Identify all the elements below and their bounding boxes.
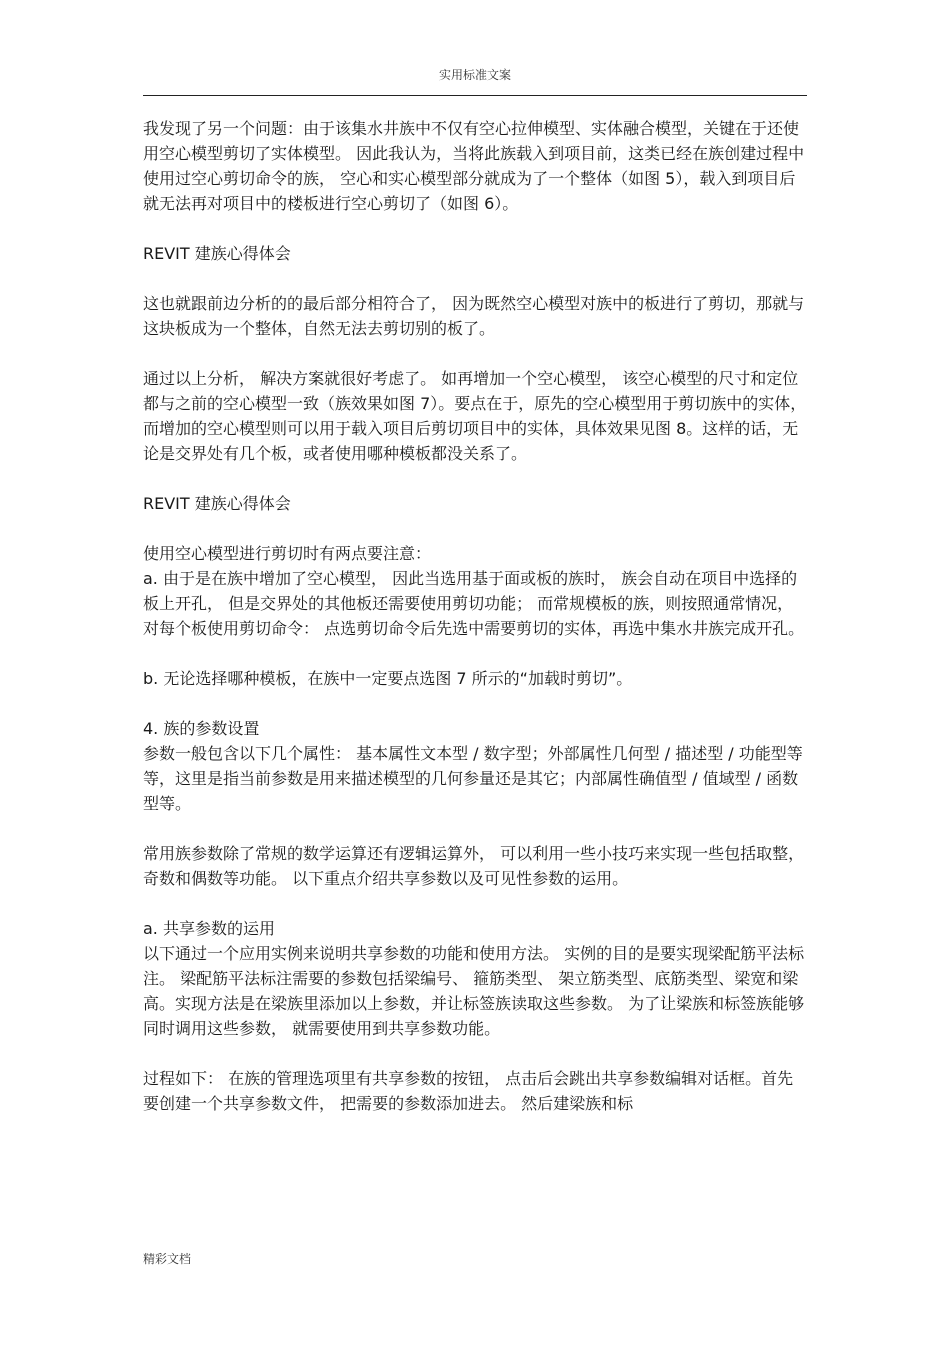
list-item: a. 由于是在族中增加了空心模型， 因此当选用基于面或板的族时， 族会自动在项目中选择的板上开孔， 但是交界处的其他板还需要使用剪切功能； 而常规模板的族，则按照通常情况， 对每个板使用剪切命令： 点选剪切命令后先选中需要剪切的实体，再选中集水井族完成开孔。 <box>143 569 805 638</box>
section-heading: 4. 族的参数设置 <box>143 719 260 738</box>
section-heading: a. 共享参数的运用 <box>143 919 275 938</box>
paragraph: 使用空心模型进行剪切时有两点要注意： <box>143 544 432 563</box>
section-heading: REVIT 建族心得体会 <box>143 244 291 263</box>
paragraph: 我发现了另一个问题：由于该集水井族中不仅有空心拉伸模型、实体融合模型，关键在于还使用空心模型剪切了实体模型。 因此我认为，当将此族载入到项目前，这类已经在族创建过程中使用过空心剪切命令的族， 空心和实心模型部分就成为了一个整体（如图 5），载入到项目后就无法再对项目中的楼板进行空心剪切了（如图 6）。 <box>143 119 805 213</box>
paragraph: 以下通过一个应用实例来说明共享参数的功能和使用方法。 实例的目的是要实现梁配筋平法标注。 梁配筋平法标注需要的参数包括梁编号、 箍筋类型、 架立筋类型、底筋类型、梁宽和梁高。实现方法是在梁族里添加以上参数，并让标签族读取这些参数。 为了让梁族和标签族能够同时调用这些参数， 就需要使用到共享参数功能。 <box>143 944 805 1038</box>
page-header: 实用标准文案 <box>143 66 807 96</box>
page-footer: 精彩文档 <box>143 1252 192 1266</box>
document-body <box>143 116 812 1141</box>
paragraph: 这也就跟前边分析的的最后部分相符合了， 因为既然空心模型对族中的板进行了剪切，那就与这块板成为一个整体，自然无法去剪切别的板了。 <box>143 294 805 338</box>
paragraph: 常用族参数除了常规的数学运算还有逻辑运算外， 可以利用一些小技巧来实现一些包括取整，奇数和偶数等功能。 以下重点介绍共享参数以及可见性参数的运用。 <box>143 844 805 888</box>
paragraph: 过程如下： 在族的管理选项里有共享参数的按钮， 点击后会跳出共享参数编辑对话框。首先要创建一个共享参数文件， 把需要的参数添加进去。 然后建梁族和标 <box>143 1069 794 1113</box>
list-item: b. 无论选择哪种模板，在族中一定要点选图 7 所示的“加载时剪切”。 <box>143 669 633 688</box>
section-heading: REVIT 建族心得体会 <box>143 494 291 513</box>
paragraph: 通过以上分析， 解决方案就很好考虑了。 如再增加一个空心模型， 该空心模型的尺寸和定位都与之前的空心模型一致（族效果如图 7）。要点在于，原先的空心模型用于剪切族中的实体， 而增加的空心模型则可以用于载入项目后剪切项目中的实体，具体效果见图 8。这样的话，无论是交界处有几个板，或者使用哪种模板都没关系了。 <box>143 369 812 463</box>
paragraph: 参数一般包含以下几个属性： 基本属性文本型 / 数字型；外部属性几何型 / 描述型 / 功能型等等，这里是指当前参数是用来描述模型的几何参量还是其它；内部属性确值型 / 值域型 / 函数型等。 <box>143 744 803 813</box>
